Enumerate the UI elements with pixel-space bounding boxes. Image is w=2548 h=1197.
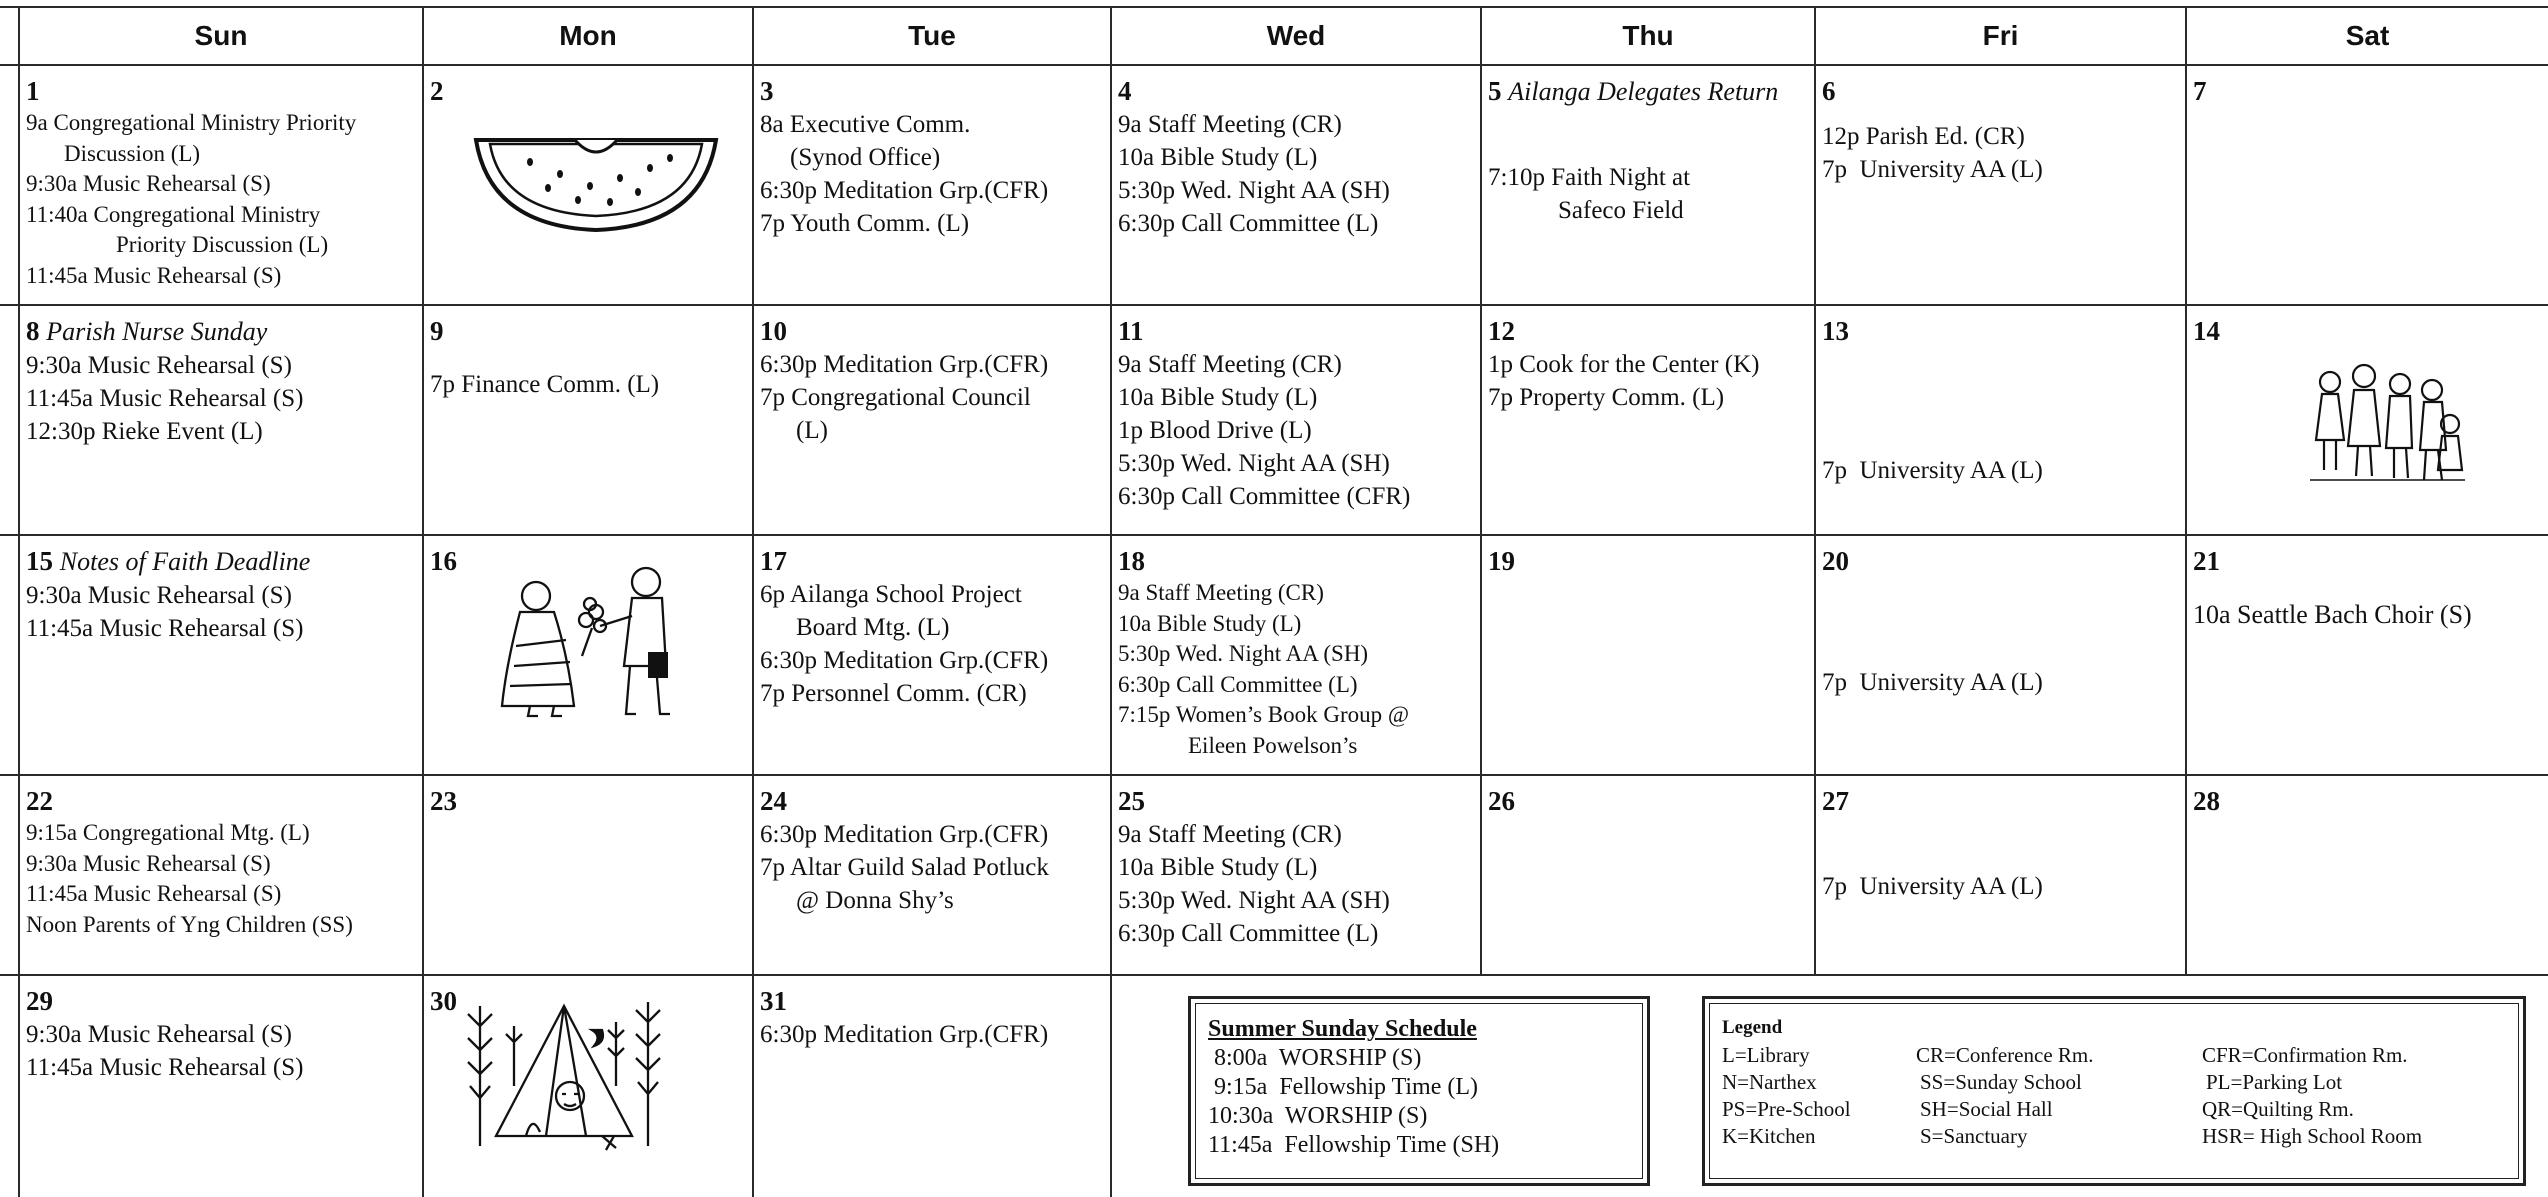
day-number [26, 314, 422, 349]
event: 10a Bible Study (L) [1118, 610, 1302, 636]
legend-box [1702, 996, 2526, 1186]
day-number: 30 [430, 986, 457, 1016]
day-number: 9 [430, 316, 444, 346]
event: 1p Cook for the Center (K) [1488, 351, 1760, 378]
schedule-line: 8:00a WORSHIP (S) [1208, 1045, 1422, 1071]
day-cell-15 [20, 536, 422, 774]
legend-item: SH=Social Hall [1920, 1097, 2053, 1121]
event: 7:15p Women’s Book Group @ [1118, 702, 1410, 727]
day-cell-13 [1816, 306, 2185, 534]
day-cell-11 [1112, 306, 1480, 534]
day-number-value: 15 [26, 546, 53, 576]
day-cell-4 [1112, 66, 1480, 304]
summer-schedule-title: Summer Sunday Schedule [1208, 1016, 1477, 1042]
event: 7:10p Faith Night at [1488, 164, 1691, 191]
event: 9:30a Music Rehearsal (S) [26, 582, 292, 609]
legend-item: PL=Parking Lot [2206, 1070, 2343, 1094]
header-thu: Thu [1622, 20, 1674, 51]
day-cell-21 [2187, 536, 2548, 774]
event: 6:30p Call Committee (L) [1118, 920, 1379, 947]
schedule-line: 10:30a WORSHIP (S) [1208, 1103, 1428, 1129]
day-note: Notes of Faith Deadline [59, 547, 311, 576]
day-number: 22 [26, 786, 53, 816]
event: 6:30p Call Committee (L) [1118, 210, 1379, 237]
day-number: 23 [430, 786, 457, 816]
event: 9:30a Music Rehearsal (S) [26, 850, 271, 876]
day-number: 4 [1118, 76, 1132, 106]
legend-item: K=Kitchen [1722, 1124, 1816, 1148]
event: 7p University AA (L) [1822, 669, 2043, 696]
event: 9:15a Congregational Mtg. (L) [26, 820, 310, 845]
day-cell-10 [754, 306, 1110, 534]
day-number: 29 [26, 986, 53, 1016]
event: 5:30p Wed. Night AA (SH) [1118, 177, 1390, 204]
header-tue: Tue [908, 20, 956, 51]
day-number: 2 [430, 76, 444, 106]
event: 7p Finance Comm. (L) [430, 371, 660, 398]
legend-inner [1709, 1003, 2519, 1179]
event: 9a Staff Meeting (CR) [1118, 111, 1342, 138]
day-number-value: 5 [1488, 76, 1502, 106]
day-cell-29 [20, 976, 422, 1197]
summer-schedule-box [1188, 996, 1650, 1186]
day-number: 10 [760, 316, 787, 346]
header-fri: Fri [1982, 20, 2019, 51]
day-cell-20 [1816, 536, 2185, 774]
event: Board Mtg. (L) [796, 614, 950, 641]
watermelon-slice-icon [470, 130, 722, 245]
event: 7p Altar Guild Salad Potluck [760, 854, 1049, 881]
event: 10a Seattle Bach Choir (S) [2193, 600, 2472, 629]
event: 11:45a Music Rehearsal (S) [26, 262, 282, 288]
legend-item: N=Narthex [1722, 1070, 1817, 1094]
day-cell-31 [754, 976, 1110, 1197]
day-cell-24 [754, 776, 1110, 974]
day-number: 18 [1118, 546, 1145, 576]
event: Eileen Powelson’s [1188, 732, 1358, 758]
day-number: 28 [2193, 786, 2220, 816]
event: Discussion (L) [64, 140, 201, 166]
header-sat: Sat [2345, 20, 2390, 51]
event: 7p University AA (L) [1822, 873, 2043, 900]
day-number: 17 [760, 546, 787, 576]
header-wed: Wed [1266, 20, 1326, 51]
event: 11:45a Music Rehearsal (S) [26, 615, 304, 642]
event: (Synod Office) [790, 144, 941, 171]
day-number: 13 [1822, 316, 1849, 346]
event: 9a Staff Meeting (CR) [1118, 580, 1324, 605]
event: Noon Parents of Yng Children (SS) [26, 911, 353, 937]
day-number: 25 [1118, 786, 1145, 816]
event: 7p Personnel Comm. (CR) [760, 680, 1027, 707]
event: (L) [796, 417, 828, 444]
event: 6:30p Meditation Grp.(CFR) [760, 177, 1049, 204]
day-cell-6 [1816, 66, 2185, 304]
day-number [26, 544, 422, 579]
day-cell-18 [1112, 536, 1480, 774]
day-number: 24 [760, 786, 787, 816]
event: 9:30a Music Rehearsal (S) [26, 171, 271, 196]
day-number: 26 [1488, 786, 1515, 816]
event: 9a Congregational Ministry Priority [26, 110, 357, 135]
event: 5:30p Wed. Night AA (SH) [1118, 887, 1390, 914]
legend-item: SS=Sunday School [1920, 1070, 2082, 1094]
event: 12p Parish Ed. (CR) [1822, 123, 2025, 150]
event: 8a Executive Comm. [760, 111, 971, 138]
camping-tent-icon [466, 986, 662, 1161]
event: 6:30p Meditation Grp.(CFR) [760, 647, 1049, 674]
day-number: 20 [1822, 546, 1849, 576]
day-number: 19 [1488, 546, 1515, 576]
day-cell-1 [20, 66, 422, 304]
day-number: 21 [2193, 546, 2220, 576]
event: 5:30p Wed. Night AA (SH) [1118, 641, 1369, 666]
day-number: 11 [1118, 316, 1144, 346]
flower-giving-couple-icon [496, 556, 686, 731]
event: 9a Staff Meeting (CR) [1118, 821, 1342, 848]
event: Safeco Field [1558, 197, 1684, 224]
event: 6p Ailanga School Project [760, 581, 1022, 608]
day-cell-8 [20, 306, 422, 534]
event: 7p Youth Comm. (L) [760, 210, 970, 237]
legend-item: L=Library [1722, 1043, 1810, 1067]
day-number: 6 [1822, 76, 1836, 106]
day-cell-7 [2187, 66, 2548, 304]
legend-item: PS=Pre-School [1722, 1097, 1851, 1121]
event: 9:30a Music Rehearsal (S) [26, 1021, 292, 1048]
event: 6:30p Meditation Grp.(CFR) [760, 1021, 1049, 1048]
event: 5:30p Wed. Night AA (SH) [1118, 450, 1390, 477]
day-number: 7 [2193, 76, 2207, 106]
schedule-line: 9:15a Fellowship Time (L) [1208, 1074, 1479, 1100]
day-cell-23 [424, 776, 752, 974]
event: 11:45a Music Rehearsal (S) [26, 1054, 304, 1081]
event: 7p University AA (L) [1822, 457, 2043, 484]
event: 6:30p Meditation Grp.(CFR) [760, 351, 1049, 378]
day-number: 14 [2193, 316, 2220, 346]
day-number: 1 [26, 76, 40, 106]
event: 6:30p Call Committee (L) [1118, 671, 1358, 697]
day-cell-26 [1482, 776, 1814, 974]
day-number [1488, 74, 1814, 109]
event: 7p Property Comm. (L) [1488, 384, 1725, 411]
day-cell-19 [1482, 536, 1814, 774]
day-cell-12 [1482, 306, 1814, 534]
event: 10a Bible Study (L) [1118, 384, 1318, 411]
day-number: 31 [760, 986, 787, 1016]
event: 6:30p Meditation Grp.(CFR) [760, 821, 1049, 848]
day-cell-9 [424, 306, 752, 534]
legend-item: HSR= High School Room [2202, 1124, 2423, 1148]
header-mon: Mon [559, 20, 617, 51]
children-group-icon [2300, 360, 2470, 495]
day-note: Ailanga Delegates Return [1508, 77, 1779, 106]
header-sun: Sun [194, 20, 248, 51]
legend-title: Legend [1722, 1017, 1783, 1038]
event: Priority Discussion (L) [116, 232, 329, 257]
event: 6:30p Call Committee (CFR) [1118, 483, 1411, 510]
day-note: Parish Nurse Sunday [46, 317, 268, 346]
day-number: 12 [1488, 316, 1515, 346]
day-cell-17 [754, 536, 1110, 774]
event: 11:45a Music Rehearsal (S) [26, 385, 304, 412]
day-number: 27 [1822, 786, 1849, 816]
legend-item: CFR=Confirmation Rm. [2202, 1043, 2408, 1067]
legend-item: S=Sanctuary [1920, 1124, 2028, 1148]
schedule-line: 11:45a Fellowship Time (SH) [1208, 1132, 1500, 1158]
day-number-value: 8 [26, 316, 40, 346]
day-cell-28 [2187, 776, 2548, 974]
event: 10a Bible Study (L) [1118, 854, 1318, 881]
day-cell-5 [1482, 66, 1814, 304]
event: 10a Bible Study (L) [1118, 144, 1318, 171]
day-cell-27 [1816, 776, 2185, 974]
event: 1p Blood Drive (L) [1118, 417, 1312, 444]
event: 7p Congregational Council [760, 384, 1031, 411]
event: @ Donna Shy’s [796, 887, 954, 914]
event: 11:45a Music Rehearsal (S) [26, 881, 282, 906]
legend-item: CR=Conference Rm. [1916, 1043, 2094, 1067]
event: 12:30p Rieke Event (L) [26, 418, 263, 445]
event: 9a Staff Meeting (CR) [1118, 351, 1342, 378]
event: 9:30a Music Rehearsal (S) [26, 352, 292, 379]
event: 7p University AA (L) [1822, 156, 2043, 183]
day-number: 3 [760, 76, 774, 106]
event: 11:40a Congregational Ministry [26, 201, 321, 227]
day-cell-25 [1112, 776, 1480, 974]
day-cell-3 [754, 66, 1110, 304]
legend-item: QR=Quilting Rm. [2202, 1097, 2354, 1121]
day-number: 16 [430, 546, 457, 576]
day-cell-22 [20, 776, 422, 974]
